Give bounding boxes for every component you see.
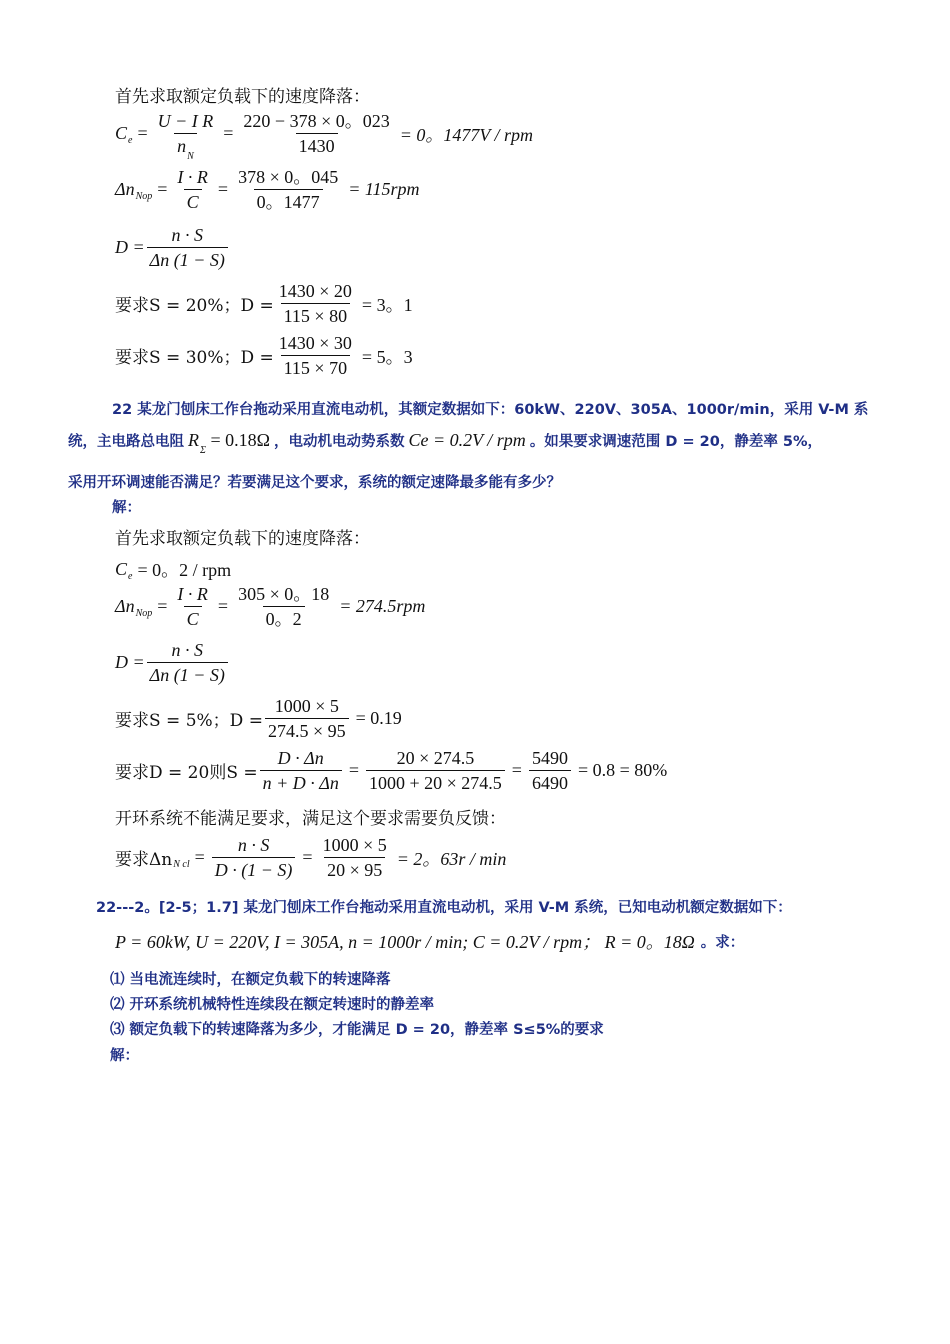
equation-dn-1: Δn Nop = $\frac{I \cdot R}{C}$ = $\frac{378 \times 0。045}{0。1477}$ = 115rpm <box>115 167 420 212</box>
equation-s30: 要求S = 30%；D = $\frac{1430 \times 30}{115 \times 70}$ = 5。3 <box>115 333 413 378</box>
fraction: $\frac{n \cdot S}{\Delta n (1 - S)}$ <box>147 226 228 270</box>
fraction: $\frac{220 - 378 \times 0。023}{1430}$ <box>243 111 390 156</box>
equation-ce-1: C e = $\frac{\text{U − I R}}{n_N}$ = $\frac{220 - 378 \times 0。023}{1430}$ = 0。1477V / rpm <box>115 111 534 162</box>
question-2: ⑵ 开环系统机械特性连续段在额定转速时的静差率 <box>110 997 435 1013</box>
fraction: $\frac{I \cdot R}{C}$ <box>177 584 208 629</box>
fraction: $\frac{I \cdot R}{C}$ <box>177 167 208 212</box>
fraction: $\frac{305 \times 0。18}{0。2}$ <box>238 584 330 629</box>
fraction: $\frac{1430 \times 20}{115 \times 80}$ <box>278 281 352 326</box>
equation-result: = 115rpm <box>348 179 420 200</box>
solution-label-1: 解： <box>112 500 141 516</box>
solution-label-2: 解： <box>110 1048 139 1064</box>
problem-22-line3: 采用开环调速能否满足？若要满足这个要求，系统的额定速降最多能有多少？ <box>68 475 561 491</box>
fraction: $\frac{378 \times 0。045}{0。1477}$ <box>238 167 339 212</box>
problem-22-2-data: P = 60kW, U = 220V, I = 305A, n = 1000r / min; C = 0.2V / rpm； R = 0。18Ω 。求： <box>115 932 745 952</box>
fraction: $\frac{n \cdot S}{D \cdot (1 - S)}$ <box>212 836 296 880</box>
open-loop-text: 开环系统不能满足要求，满足这个要求需要负反馈： <box>115 809 506 828</box>
equation-dn-2: Δn Nop = $\frac{I \cdot R}{C}$ = $\frac{305 \times 0。18}{0。2}$ = 274.5rpm <box>115 584 426 629</box>
problem-22-line2: 统，主电路总电阻 $R_\Sigma = 0.18\Omega$ ，电动机电动势系数 Ce = 0.2V / rpm 。如果要求调速范围 D = 20，静差率 5%， <box>68 430 822 456</box>
equation-d-2: D = $\frac{n \cdot S}{\Delta n (1 - S)}$ <box>115 641 230 685</box>
fraction: $\frac{n \cdot S}{\Delta n (1 - S)}$ <box>147 641 228 685</box>
intro-text-1: 首先求取额定负载下的速度降落： <box>115 87 370 106</box>
equation-result: = 0。1477V / rpm <box>399 124 534 145</box>
equation-d-1: D = $\frac{n \cdot S}{\Delta n (1 - S)}$ <box>115 226 230 270</box>
fraction: $\frac{20 \times 274.5}{1000 + 20 \times 274.5}$ <box>366 749 505 793</box>
equation-s20: 要求S = 20%；D = $\frac{1430 \times 20}{115 \times 80}$ = 3。1 <box>115 281 413 326</box>
emf-coefficient-expr: Ce = 0.2V / rpm <box>408 430 526 450</box>
ce-subscript: e <box>128 135 133 147</box>
fraction: $\frac{5490}{6490}$ <box>529 749 571 793</box>
fraction: $\frac{\text{U − I R}}{n_N}$ <box>157 111 214 162</box>
question-3: ⑶ 额定负载下的转速降落为多少，才能满足 D = 20，静差率 S≤5%的要求 <box>110 1022 604 1038</box>
equation-dncl: 要求Δn N cl = $\frac{n \cdot S}{D \cdot (1 - S)}$ = $\frac{1000 \times 5}{20 \times 95}$ = 2。63r / min <box>115 835 507 880</box>
equation-s5: 要求S = 5%；D = $\frac{1000 \times 5}{274.5 \times 95}$ = 0.19 <box>115 696 402 741</box>
problem-22-line1: 22 某龙门刨床工作台拖动采用直流电动机，其额定数据如下：60kW、220V、305A、1000r/min，采用 V-M 系 <box>112 402 869 418</box>
resistance-expr: $R_\Sigma = 0.18\Omega$ <box>188 430 270 456</box>
fraction: $\frac{D \cdot \Delta n}{n + D \cdot \Delta n}$ <box>260 749 342 793</box>
problem-22-2-title: 22---2。[2-5；1.7] 某龙门刨床工作台拖动采用直流电动机，采用 V-M 系统，已知电动机额定数据如下： <box>96 900 792 916</box>
fraction: $\frac{1000 \times 5}{20 \times 95}$ <box>322 835 387 880</box>
fraction: $\frac{1000 \times 5}{274.5 \times 95}$ <box>265 697 349 741</box>
equation-ce-2: C e = 0。2 / rpm <box>115 558 232 582</box>
ce-symbol: C <box>115 123 128 144</box>
intro-text-2: 首先求取额定负载下的速度降落： <box>115 529 370 548</box>
equation-d20: 要求D = 20则S = $\frac{D \cdot \Delta n}{n + D \cdot \Delta n}$ = $\frac{20 \times 274.5}{1000 + 20 \times 274.5}$ = $\frac{5490}{6490}$ = 0.8 = 80% <box>115 748 668 793</box>
question-1: ⑴ 当电流连续时，在额定负载下的转速降落 <box>110 972 391 988</box>
fraction: $\frac{1430 \times 30}{115 \times 70}$ <box>278 333 352 378</box>
